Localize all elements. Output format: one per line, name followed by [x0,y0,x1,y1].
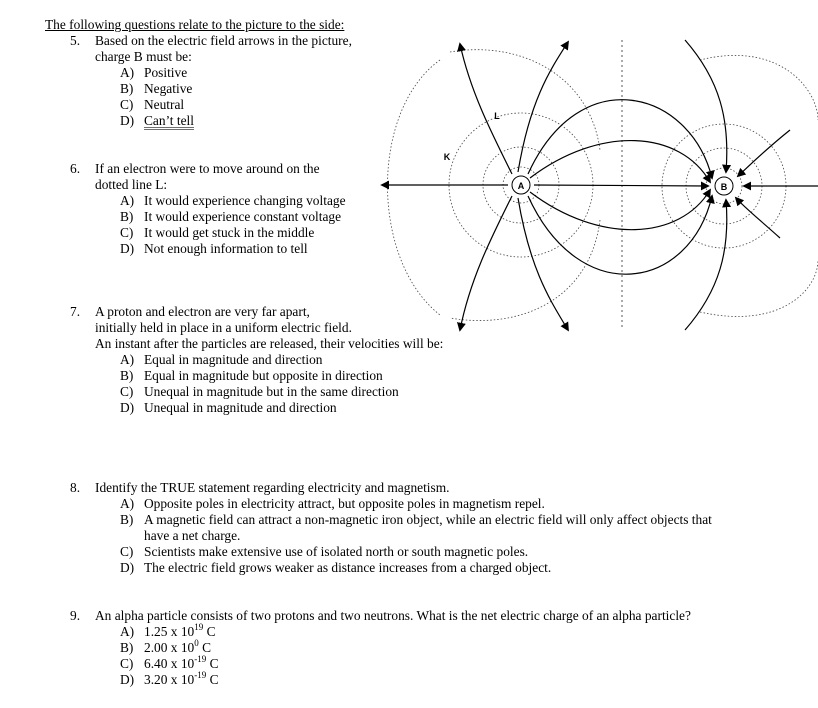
answer-option[interactable]: B) 2.00 x $10^0$ C [120,637,211,655]
field-lines [382,40,818,330]
answer-option[interactable]: A) Opposite poles in electricity attract, but opposite poles in magnetism repel. [120,496,545,511]
answer-option[interactable]: D) The electric field grows weaker as distance increases from a charged object. [120,560,552,575]
electric-field-diagram [375,33,818,338]
question-text: An alpha particle consists of two protons and two neutrons. What is the net electric charge of an alpha particle? [95,608,691,623]
question-text: Based on the electric field arrows in the picture, [95,33,352,48]
answer-option[interactable]: D) Can’t tell [120,113,194,128]
answer-option[interactable]: B) It would experience constant voltage [120,209,342,224]
answer-option[interactable]: A) Equal in magnitude and direction [120,352,323,367]
question-text: A proton and electron are very far apart, [95,304,310,319]
charge-b [715,177,733,195]
label-l: L [494,111,500,121]
answer-option-continuation: have a net charge. [144,528,241,543]
answer-option[interactable]: C) 6.40 x $10^{-19}$ C [120,653,219,671]
label-k: K [443,152,451,162]
answer-option[interactable]: C) It would get stuck in the middle [120,225,315,240]
answer-option[interactable]: A) Positive [120,65,188,80]
question-text: dotted line L: [95,177,168,192]
answer-option[interactable]: D) Unequal in magnitude and direction [120,400,337,415]
question-text: charge B must be: [95,49,192,64]
question-text: If an electron were to move around on the [95,161,320,176]
charge-a [512,176,530,194]
svg-text:A: A [517,181,525,191]
answer-option[interactable]: A) 1.25 x $10^{19}$ C [120,621,216,639]
answer-option[interactable]: C) Neutral [120,97,185,112]
section-header: The following questions relate to the picture to the side: [45,17,345,32]
question-text: Identify the TRUE statement regarding electricity and magnetism. [95,480,450,495]
question-text: initially held in place in a uniform electric field. [95,320,352,335]
answer-option[interactable]: D) Not enough information to tell [120,241,308,256]
answer-option[interactable]: C) Scientists make extensive use of isolated north or south magnetic poles. [120,544,529,559]
answer-option[interactable]: B) A magnetic field can attract a non-magnetic iron object, while an electric field will only affect objects that [120,512,712,527]
answer-option[interactable]: C) Unequal in magnitude but in the same direction [120,384,399,399]
question-number: 5. [70,33,81,48]
question-number: 9. [70,608,81,623]
answer-option[interactable]: B) Equal in magnitude but opposite in direction [120,368,383,383]
answer-option[interactable]: A) It would experience changing voltage [120,193,346,208]
answer-option[interactable]: D) 3.20 x $10^{-19}$ C [120,669,219,687]
question-number: 8. [70,480,81,495]
question-text: An instant after the particles are released, their velocities will be: [95,336,444,351]
svg-text:B: B [720,182,728,192]
question-number: 7. [70,304,81,319]
answer-option[interactable]: B) Negative [120,81,193,96]
question-number: 6. [70,161,81,176]
